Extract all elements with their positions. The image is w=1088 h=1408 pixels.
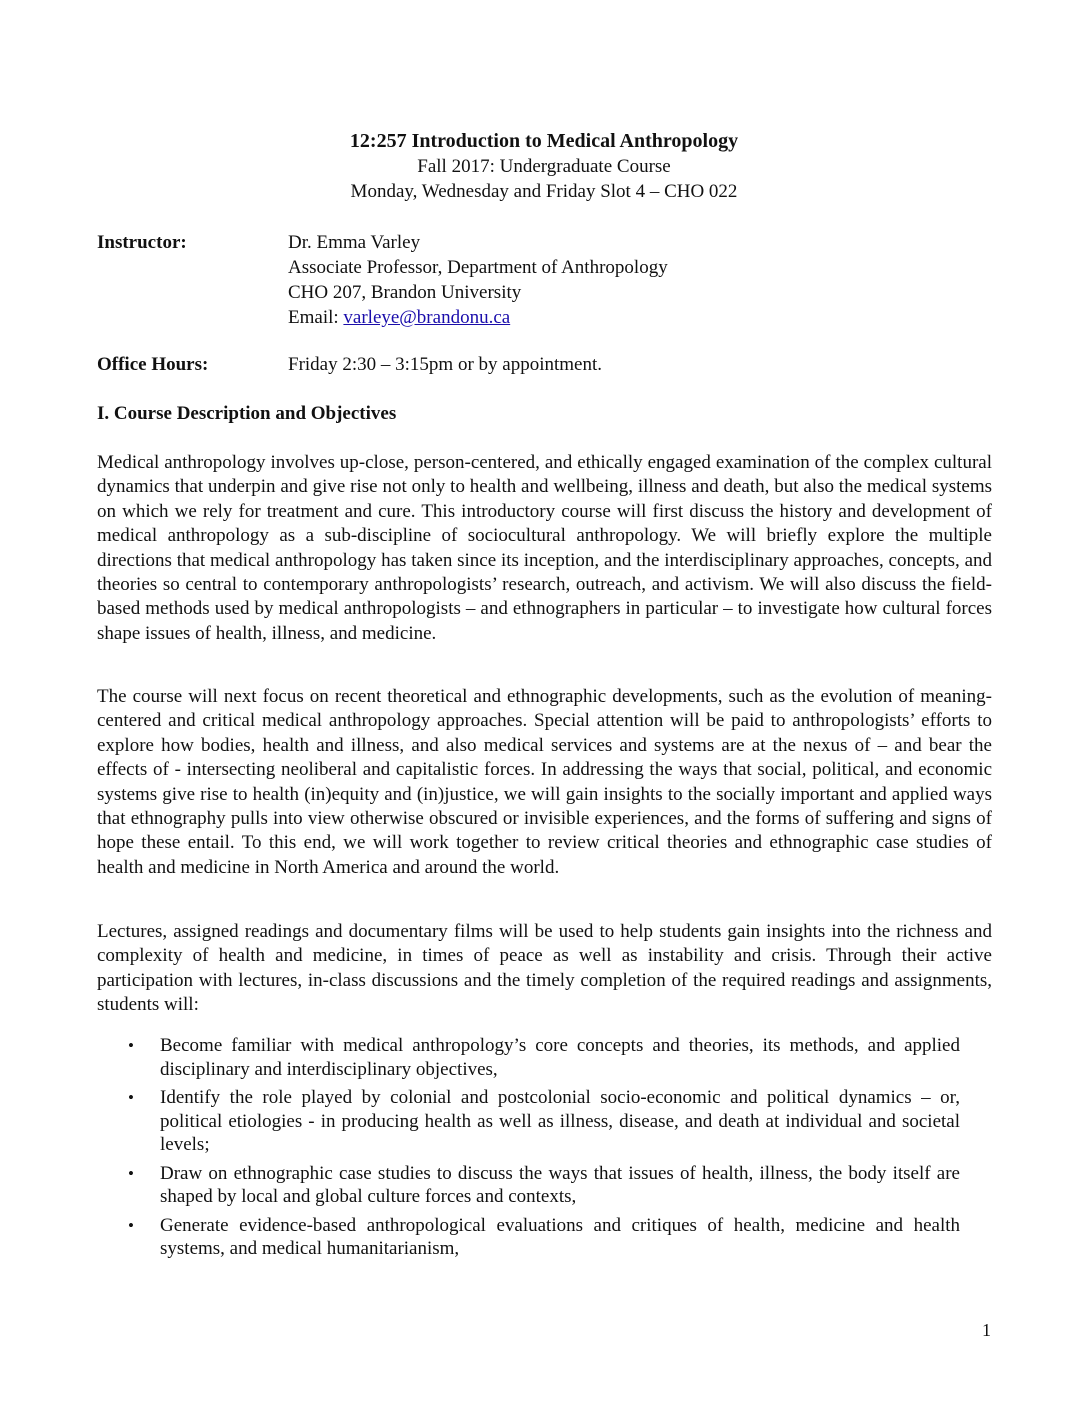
list-item (126, 1086, 960, 1157)
instructor-label: Instructor: (97, 232, 187, 253)
list-item (126, 1034, 960, 1081)
list-item (126, 1162, 960, 1209)
course-term: Fall 2017: Undergraduate Course (417, 156, 671, 177)
objective-text: Become familiar with medical anthropology’s core concepts and theories, its methods, and applied disciplinary and interdisciplinary objectives, (160, 1035, 960, 1080)
instructor-title: Associate Professor, Department of Anthropology (288, 257, 668, 278)
section-heading: I. Course Description and Objectives (97, 403, 397, 424)
page-number: 1 (982, 1320, 991, 1340)
objective-text: Generate evidence-based anthropological evaluations and critiques of health, medicine and health systems, and medical humanitarianism, (160, 1214, 960, 1259)
email-link[interactable]: varleye@brandonu.ca (343, 307, 511, 328)
list-item (126, 1214, 960, 1261)
course-schedule: Monday, Wednesday and Friday Slot 4 – CHO 022 (350, 181, 738, 202)
email-prefix: Email: (288, 307, 344, 328)
paragraph: Lectures, assigned readings and documentary films will be used to help students gain insights into the richness and complexity of health and medicine, in times of peace as well as instability and crisis. Through their active participation with lectures, in-class discussions and the timely completion of the required readings and assignments, students will: (97, 921, 992, 1016)
course-header (0, 128, 1088, 204)
paragraph: The course will next focus on recent theoretical and ethnographic developments, such as the evolution of meaning-centered and critical medical anthropology approaches. Special attention will be paid to anthropologists’ efforts to explore how bodies, health and illness, and also medical services and systems are at the nexus of – and bear the effects of - intersecting neoliberal and capitalistic forces. In addressing the ways that social, political, and economic systems give rise to health (in)equity and (in)justice, we will gain insights to the socially important and applied ways that ethnography pulls into view otherwise obscured or invisible experiences, and the forms of suffering and signs of hope these entail. To this end, we will work together to review critical theories and ethnographic case studies of health and medicine in North America and around the world. (97, 686, 992, 878)
instructor-office: CHO 207, Brandon University (288, 282, 522, 303)
office-hours-value: Friday 2:30 – 3:15pm or by appointment. (288, 354, 603, 375)
bullet-icon: • (128, 1163, 134, 1183)
bullet-icon: • (128, 1215, 134, 1235)
bullet-icon: • (128, 1088, 134, 1107)
paragraph: Medical anthropology involves up-close, person-centered, and ethically engaged examination of the complex cultural dynamics that underpin and give rise not only to health and wellbeing, illness and death, but also the medical systems on which we rely for treatment and cure. This introductory course will first discuss the history and development of medical anthropology as a sub-discipline of sociocultural anthropology. We will briefly explore the multiple directions that medical anthropology has taken since its inception, and the interdisciplinary approaches, concepts, and theories so central to contemporary anthropologists’ research, outreach, and activism. We will also discuss the field-based methods used by medical anthropologists – and ethnographers in particular – to investigate how cultural forces shape issues of health, illness, and medicine. (97, 452, 992, 644)
objectives-list (126, 1034, 960, 1266)
objective-text: Draw on ethnographic case studies to discuss the ways that issues of health, illness, the body itself are shaped by local and global culture forces and contexts, (160, 1162, 960, 1207)
instructor-block (97, 230, 668, 330)
course-title: 12:257 Introduction to Medical Anthropology (349, 130, 739, 152)
objective-text: Identify the role played by colonial and postcolonial socio-economic and political dynamics – or, political etiologies - in producing health as well as illness, disease, and death at individual and societal levels; (160, 1087, 960, 1155)
instructor-email-line (288, 305, 668, 330)
office-hours-row (97, 352, 602, 377)
office-hours-label: Office Hours: (97, 354, 209, 375)
instructor-name: Dr. Emma Varley (288, 232, 421, 253)
bullet-icon: • (128, 1036, 134, 1055)
